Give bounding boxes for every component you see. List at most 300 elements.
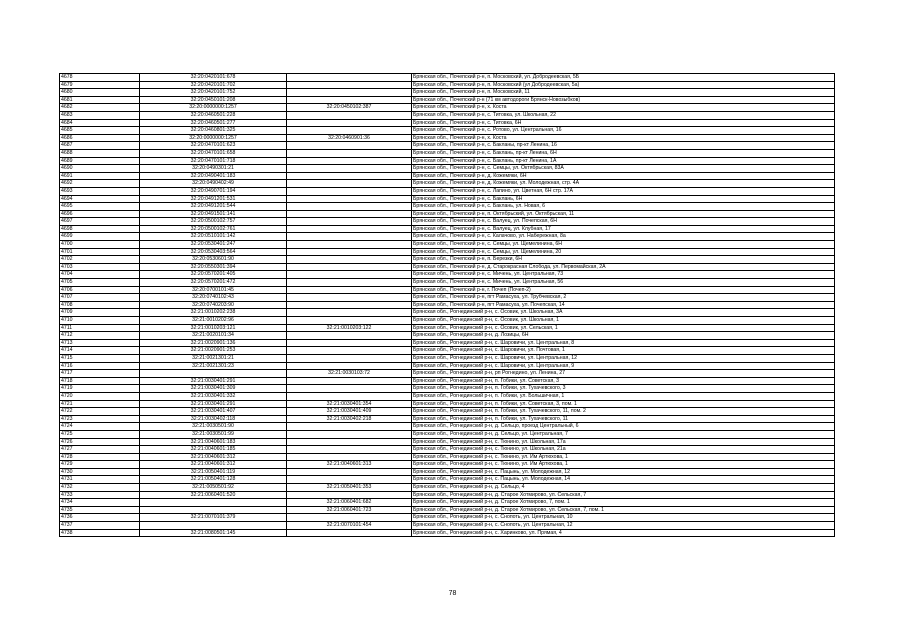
address-cell: Брянская обл., Почепский р-н, с. Ротово, ул. Центральная, 16 bbox=[412, 127, 835, 135]
linked-cadastral-number-cell bbox=[287, 377, 412, 385]
cadastral-number-cell bbox=[140, 370, 287, 378]
linked-cadastral-number-cell bbox=[287, 279, 412, 287]
table-row bbox=[60, 271, 835, 279]
cadastral-number-cell: 32:20:0510101:142 bbox=[140, 233, 287, 241]
address-cell: Брянская обл., Рогнединский р-н, с. Шаровичи, ул. Центральная, 12 bbox=[412, 354, 835, 362]
record-number-cell: 4728 bbox=[60, 453, 140, 461]
table-row bbox=[60, 134, 835, 142]
record-number-cell: 4680 bbox=[60, 89, 140, 97]
table-row bbox=[60, 286, 835, 294]
table-row bbox=[60, 256, 835, 264]
cadastral-number-cell: 32:20:0490301:21 bbox=[140, 165, 287, 173]
cadastral-number-cell: 32:20:0740203:90 bbox=[140, 301, 287, 309]
cadastral-number-cell: 32:21:0040601:185 bbox=[140, 446, 287, 454]
address-cell: Брянская обл., Рогнединский р-н, с. Осовик, ул. Сельская, 1 bbox=[412, 324, 835, 332]
table-row bbox=[60, 514, 835, 522]
record-number-cell: 4707 bbox=[60, 294, 140, 302]
cadastral-number-cell: 32:21:0021301:23 bbox=[140, 362, 287, 370]
cadastral-number-cell: 32:20:0491501:141 bbox=[140, 210, 287, 218]
cadastral-number-cell: 32:20:0460501:277 bbox=[140, 119, 287, 127]
record-number-cell: 4685 bbox=[60, 127, 140, 135]
address-cell: Брянская обл., Почепский р-н, п. Московский, 11 bbox=[412, 89, 835, 97]
record-number-cell: 4720 bbox=[60, 392, 140, 400]
table-row bbox=[60, 423, 835, 431]
cadastral-number-cell: 32:21:0030401:291 bbox=[140, 400, 287, 408]
cadastral-number-cell: 32:20:0491201:544 bbox=[140, 203, 287, 211]
record-number-cell: 4699 bbox=[60, 233, 140, 241]
address-cell: Брянская обл., Почепский р-н, с. Бакланы, пр-кт Ленина, 16 bbox=[412, 142, 835, 150]
address-cell: Брянская обл., Рогнединский р-н, рп Рогнедино, ул. Ленина, 27 bbox=[412, 370, 835, 378]
table-row bbox=[60, 294, 835, 302]
cadastral-number-cell: 32:21:0030401:332 bbox=[140, 392, 287, 400]
address-cell: Брянская обл., Рогнединский р-н, с. Снопоть, ул. Центральная, 12 bbox=[412, 522, 835, 530]
record-number-cell: 4714 bbox=[60, 347, 140, 355]
address-cell: Брянская обл., Рогнединский р-н, с. Тюнино, ул. Школьная, 21а bbox=[412, 446, 835, 454]
cadastral-number-cell: 32:20:0490401:183 bbox=[140, 172, 287, 180]
linked-cadastral-number-cell bbox=[287, 339, 412, 347]
linked-cadastral-number-cell: 32:21:0070101:454 bbox=[287, 522, 412, 530]
cadastral-number-cell: 32:20:0490701:194 bbox=[140, 187, 287, 195]
cadastral-number-cell: 32:21:0030401:407 bbox=[140, 408, 287, 416]
table-row bbox=[60, 309, 835, 317]
table-row bbox=[60, 225, 835, 233]
linked-cadastral-number-cell bbox=[287, 446, 412, 454]
record-number-cell: 4729 bbox=[60, 461, 140, 469]
cadastral-number-cell: 32:20:0420101:678 bbox=[140, 74, 287, 82]
cadastral-number-cell: 32:20:0530401:247 bbox=[140, 241, 287, 249]
page-number: 78 bbox=[448, 590, 457, 597]
cadastral-number-cell: 32:20:0000000:1257 bbox=[140, 134, 287, 142]
cadastral-number-cell: 32:21:0030402:118 bbox=[140, 415, 287, 423]
cadastral-number-cell: 32:20:0490402:49 bbox=[140, 180, 287, 188]
table-row bbox=[60, 529, 835, 537]
record-number-cell: 4731 bbox=[60, 476, 140, 484]
linked-cadastral-number-cell bbox=[287, 423, 412, 431]
cadastral-number-cell: 32:20:0460501:228 bbox=[140, 111, 287, 119]
record-number-cell: 4724 bbox=[60, 423, 140, 431]
cadastral-number-cell: 32:21:0030501:90 bbox=[140, 423, 287, 431]
table-row bbox=[60, 111, 835, 119]
record-number-cell: 4693 bbox=[60, 187, 140, 195]
record-number-cell: 4701 bbox=[60, 248, 140, 256]
record-number-cell: 4705 bbox=[60, 279, 140, 287]
record-number-cell: 4691 bbox=[60, 172, 140, 180]
address-cell: Брянская обл., Рогнединский р-н, п. Гобики, ул. Советская, 3 bbox=[412, 377, 835, 385]
address-cell: Брянская обл., Рогнединский р-н, с. Пацынь, ул. Молодежная, 14 bbox=[412, 476, 835, 484]
cadastral-number-cell: 32:21:0021301:21 bbox=[140, 354, 287, 362]
cadastral-number-cell: 32:20:0500102:761 bbox=[140, 225, 287, 233]
cadastral-number-cell: 32:21:0050501:92 bbox=[140, 484, 287, 492]
linked-cadastral-number-cell: 32:21:0040601:313 bbox=[287, 461, 412, 469]
table-row bbox=[60, 218, 835, 226]
linked-cadastral-number-cell: 32:21:0030103:72 bbox=[287, 370, 412, 378]
table-row bbox=[60, 476, 835, 484]
cadastral-number-cell: 32:21:0040601:183 bbox=[140, 438, 287, 446]
linked-cadastral-number-cell bbox=[287, 225, 412, 233]
linked-cadastral-number-cell bbox=[287, 127, 412, 135]
cadastral-number-cell: 32:20:0420101:752 bbox=[140, 89, 287, 97]
address-cell: Брянская обл., Почепский р-н, с. Семцы, ул. Щемелинина, 20 bbox=[412, 248, 835, 256]
address-cell: Брянская обл., Рогнединский р-н, д. Старое Хотмирово, ул. Сельская, 7 bbox=[412, 491, 835, 499]
address-cell: Брянская обл., Рогнединский р-н, с. Харинково, ул. Прямая, 4 bbox=[412, 529, 835, 537]
record-number-cell: 4686 bbox=[60, 134, 140, 142]
table-row bbox=[60, 332, 835, 340]
cadastral-number-cell: 32:21:0030501:99 bbox=[140, 430, 287, 438]
record-number-cell: 4698 bbox=[60, 225, 140, 233]
cadastral-number-cell: 32:21:0020901:136 bbox=[140, 339, 287, 347]
table-row bbox=[60, 430, 835, 438]
table-row bbox=[60, 491, 835, 499]
record-number-cell: 4723 bbox=[60, 415, 140, 423]
table-row bbox=[60, 119, 835, 127]
table-row bbox=[60, 324, 835, 332]
address-cell: Брянская обл., Почепский р-н, с. Баклань, пр-кт Ленина, 6Н bbox=[412, 149, 835, 157]
table-row bbox=[60, 522, 835, 530]
record-number-cell: 4737 bbox=[60, 522, 140, 530]
linked-cadastral-number-cell bbox=[287, 392, 412, 400]
table-row bbox=[60, 484, 835, 492]
address-cell: Брянская обл., Рогнединский р-н, п. Гобики, ул. Советская, 3, пом. 1 bbox=[412, 400, 835, 408]
linked-cadastral-number-cell bbox=[287, 203, 412, 211]
cadastral-number-cell: 32:20:0460801:325 bbox=[140, 127, 287, 135]
table-row bbox=[60, 195, 835, 203]
record-number-cell: 4704 bbox=[60, 271, 140, 279]
linked-cadastral-number-cell bbox=[287, 165, 412, 173]
table-row bbox=[60, 408, 835, 416]
linked-cadastral-number-cell bbox=[287, 180, 412, 188]
cadastral-number-cell: 32:21:0040601:312 bbox=[140, 461, 287, 469]
linked-cadastral-number-cell bbox=[287, 149, 412, 157]
table-row bbox=[60, 187, 835, 195]
record-number-cell: 4719 bbox=[60, 385, 140, 393]
cadastral-number-cell: 32:20:0570201:405 bbox=[140, 271, 287, 279]
cadastral-number-cell bbox=[140, 522, 287, 530]
table-row bbox=[60, 362, 835, 370]
address-cell: Брянская обл., Рогнединский р-н, с. Тюнино, ул. Им Артюхова, 1 bbox=[412, 461, 835, 469]
table-row bbox=[60, 142, 835, 150]
table-row bbox=[60, 203, 835, 211]
cadastral-number-cell: 32:20:0740102:43 bbox=[140, 294, 287, 302]
table-row bbox=[60, 392, 835, 400]
linked-cadastral-number-cell bbox=[287, 385, 412, 393]
address-cell: Брянская обл., Рогнединский р-н, с. Шаровичи, ул. Центральная, 8 bbox=[412, 339, 835, 347]
record-number-cell: 4715 bbox=[60, 354, 140, 362]
address-cell: Брянская обл., Почепский р-н, с. Мичень, ул. Центральная, 73 bbox=[412, 271, 835, 279]
table-row bbox=[60, 400, 835, 408]
cadastral-number-cell: 32:21:0080501:145 bbox=[140, 529, 287, 537]
cadastral-number-cell: 32:20:0470101:623 bbox=[140, 142, 287, 150]
address-cell: Брянская обл., Почепский р-н, с. Баклань, 6Н bbox=[412, 195, 835, 203]
record-number-cell: 4726 bbox=[60, 438, 140, 446]
table-row bbox=[60, 96, 835, 104]
record-number-cell: 4710 bbox=[60, 317, 140, 325]
linked-cadastral-number-cell bbox=[287, 96, 412, 104]
cadastral-number-cell: 32:20:0500102:757 bbox=[140, 218, 287, 226]
record-number-cell: 4722 bbox=[60, 408, 140, 416]
address-cell: Брянская обл., Почепский р-н, с. Баклань, ул. Новая, 6 bbox=[412, 203, 835, 211]
linked-cadastral-number-cell bbox=[287, 218, 412, 226]
cadastral-number-cell: 32:21:0020901:253 bbox=[140, 347, 287, 355]
table-row bbox=[60, 74, 835, 82]
address-cell: Брянская обл., Почепский р-н, д. Кожемяки, ул. Молодежная, стр. 4А bbox=[412, 180, 835, 188]
linked-cadastral-number-cell bbox=[287, 157, 412, 165]
record-number-cell: 4694 bbox=[60, 195, 140, 203]
record-number-cell: 4716 bbox=[60, 362, 140, 370]
linked-cadastral-number-cell bbox=[287, 263, 412, 271]
table-row bbox=[60, 127, 835, 135]
record-number-cell: 4678 bbox=[60, 74, 140, 82]
register-table bbox=[59, 73, 835, 537]
address-cell: Брянская обл., Почепский р-н, с. Баклань, пр-кт Ленина, 1А bbox=[412, 157, 835, 165]
record-number-cell: 4708 bbox=[60, 301, 140, 309]
linked-cadastral-number-cell bbox=[287, 210, 412, 218]
register-table-body bbox=[60, 74, 835, 537]
address-cell: Брянская обл., Рогнединский р-н, с. Шаровичи, ул. Центральная, 9 bbox=[412, 362, 835, 370]
address-cell: Брянская обл., Почепский р-н, с. Калачово, ул. Набережная, 8а bbox=[412, 233, 835, 241]
table-row bbox=[60, 263, 835, 271]
address-cell: Брянская обл., Почепский р-н, х. Коста bbox=[412, 104, 835, 112]
table-row bbox=[60, 453, 835, 461]
cadastral-number-cell: 32:20:0470101:658 bbox=[140, 149, 287, 157]
address-cell: Брянская обл., Почепский р-н, г. Почеп (Почеп-2) bbox=[412, 286, 835, 294]
address-cell: Брянская обл., Рогнединский р-н, с. Осовик, ул. Школьная, 1 bbox=[412, 317, 835, 325]
linked-cadastral-number-cell bbox=[287, 256, 412, 264]
cadastral-number-cell: 32:21:0010203:121 bbox=[140, 324, 287, 332]
linked-cadastral-number-cell: 32:21:0030401:354 bbox=[287, 400, 412, 408]
linked-cadastral-number-cell: 32:21:0060401:723 bbox=[287, 506, 412, 514]
record-number-cell: 4702 bbox=[60, 256, 140, 264]
record-number-cell: 4687 bbox=[60, 142, 140, 150]
record-number-cell: 4713 bbox=[60, 339, 140, 347]
table-row bbox=[60, 279, 835, 287]
linked-cadastral-number-cell bbox=[287, 74, 412, 82]
linked-cadastral-number-cell bbox=[287, 438, 412, 446]
linked-cadastral-number-cell bbox=[287, 89, 412, 97]
address-cell: Брянская обл., Рогнединский р-н, с. Пацынь, ул. Молодежная, 12 bbox=[412, 468, 835, 476]
table-row bbox=[60, 180, 835, 188]
linked-cadastral-number-cell bbox=[287, 309, 412, 317]
record-number-cell: 4695 bbox=[60, 203, 140, 211]
address-cell: Брянская обл., Почепский р-н, с. Валуец, ул. Почепская, 6Н bbox=[412, 218, 835, 226]
cadastral-number-cell: 32:21:0020101:34 bbox=[140, 332, 287, 340]
record-number-cell: 4732 bbox=[60, 484, 140, 492]
record-number-cell: 4683 bbox=[60, 111, 140, 119]
table-row bbox=[60, 157, 835, 165]
linked-cadastral-number-cell bbox=[287, 119, 412, 127]
cadastral-number-cell: 32:20:0420101:702 bbox=[140, 81, 287, 89]
cadastral-number-cell: 32:21:0060401:520 bbox=[140, 491, 287, 499]
cadastral-number-cell: 32:21:0050401:119 bbox=[140, 468, 287, 476]
linked-cadastral-number-cell bbox=[287, 187, 412, 195]
table-row bbox=[60, 370, 835, 378]
linked-cadastral-number-cell bbox=[287, 347, 412, 355]
linked-cadastral-number-cell bbox=[287, 81, 412, 89]
address-cell: Брянская обл., Рогнединский р-н, п. Гобики, ул. Тухачевского, 11 bbox=[412, 415, 835, 423]
linked-cadastral-number-cell bbox=[287, 294, 412, 302]
table-row bbox=[60, 339, 835, 347]
table-row bbox=[60, 354, 835, 362]
linked-cadastral-number-cell bbox=[287, 233, 412, 241]
cadastral-number-cell: 32:20:0470101:718 bbox=[140, 157, 287, 165]
table-row bbox=[60, 241, 835, 249]
linked-cadastral-number-cell bbox=[287, 491, 412, 499]
address-cell: Брянская обл., Рогнединский р-н, с. Тюнино, ул. Им Артюхова, 1 bbox=[412, 453, 835, 461]
record-number-cell: 4709 bbox=[60, 309, 140, 317]
record-number-cell: 4733 bbox=[60, 491, 140, 499]
table-row bbox=[60, 468, 835, 476]
address-cell: Брянская обл., Почепский р-н, с. Валуец, ул. Клубная, 17 bbox=[412, 225, 835, 233]
linked-cadastral-number-cell: 32:21:0060401:682 bbox=[287, 499, 412, 507]
cadastral-number-cell: 32:21:0010202:96 bbox=[140, 317, 287, 325]
table-row bbox=[60, 149, 835, 157]
table-row bbox=[60, 506, 835, 514]
table-row bbox=[60, 81, 835, 89]
record-number-cell: 4692 bbox=[60, 180, 140, 188]
table-row bbox=[60, 347, 835, 355]
address-cell: Брянская обл., Почепский р-н, пгт Рамасуха, ул. Трубчевская, 2 bbox=[412, 294, 835, 302]
record-number-cell: 4690 bbox=[60, 165, 140, 173]
table-row bbox=[60, 165, 835, 173]
address-cell: Брянская обл., Почепский р-н, с. Мичень, ул. Центральная, 56 bbox=[412, 279, 835, 287]
table-row bbox=[60, 104, 835, 112]
linked-cadastral-number-cell: 32:20:0460901:36 bbox=[287, 134, 412, 142]
linked-cadastral-number-cell bbox=[287, 354, 412, 362]
cadastral-number-cell: 32:20:0550301:394 bbox=[140, 263, 287, 271]
record-number-cell: 4736 bbox=[60, 514, 140, 522]
address-cell: Брянская обл., Почепский р-н, п. Березки, 6Н bbox=[412, 256, 835, 264]
address-cell: Брянская обл., Почепский р-н, с. Титовка, 6Н bbox=[412, 119, 835, 127]
cadastral-number-cell: 32:20:0530601:90 bbox=[140, 256, 287, 264]
linked-cadastral-number-cell bbox=[287, 195, 412, 203]
record-number-cell: 4682 bbox=[60, 104, 140, 112]
cadastral-number-cell: 32:21:0070101:379 bbox=[140, 514, 287, 522]
record-number-cell: 4679 bbox=[60, 81, 140, 89]
record-number-cell: 4697 bbox=[60, 218, 140, 226]
linked-cadastral-number-cell bbox=[287, 286, 412, 294]
address-cell: Брянская обл., Почепский р-н (71 км автодороги Брянск-Новозыбков) bbox=[412, 96, 835, 104]
linked-cadastral-number-cell: 32:21:0010203:122 bbox=[287, 324, 412, 332]
address-cell: Брянская обл., Рогнединский р-н, с. Шаровичи, ул. Почтовая, 1 bbox=[412, 347, 835, 355]
cadastral-number-cell: 32:20:0570201:472 bbox=[140, 279, 287, 287]
record-number-cell: 4689 bbox=[60, 157, 140, 165]
record-number-cell: 4721 bbox=[60, 400, 140, 408]
table-row bbox=[60, 499, 835, 507]
address-cell: Брянская обл., Почепский р-н, п. Московский (ул Добродеевская, 5а) bbox=[412, 81, 835, 89]
address-cell: Брянская обл., Почепский р-н, х. Коста bbox=[412, 134, 835, 142]
cadastral-number-cell: 32:20:0450101:208 bbox=[140, 96, 287, 104]
record-number-cell: 4700 bbox=[60, 241, 140, 249]
linked-cadastral-number-cell bbox=[287, 241, 412, 249]
record-number-cell: 4712 bbox=[60, 332, 140, 340]
table-row bbox=[60, 317, 835, 325]
table-row bbox=[60, 415, 835, 423]
address-cell: Брянская обл., Почепский р-н, пгт Рамасуха, ул. Почепская, 14 bbox=[412, 301, 835, 309]
cadastral-number-cell: 32:21:0030401:291 bbox=[140, 377, 287, 385]
address-cell: Брянская обл., Почепский р-н, д. Кожемяки, 6Н bbox=[412, 172, 835, 180]
record-number-cell: 4696 bbox=[60, 210, 140, 218]
address-cell: Брянская обл., Рогнединский р-н, п. Гобики, ул. Большичная, 1 bbox=[412, 392, 835, 400]
cadastral-number-cell: 32:20:0700101:45 bbox=[140, 286, 287, 294]
address-cell: Брянская обл., Рогнединский р-н, д. Старое Хотмирово, 7, пом. 1 bbox=[412, 499, 835, 507]
table-row bbox=[60, 89, 835, 97]
cadastral-number-cell bbox=[140, 506, 287, 514]
linked-cadastral-number-cell bbox=[287, 271, 412, 279]
cadastral-number-cell: 32:21:0030401:309 bbox=[140, 385, 287, 393]
linked-cadastral-number-cell: 32:20:0450102:387 bbox=[287, 104, 412, 112]
table-row bbox=[60, 210, 835, 218]
linked-cadastral-number-cell bbox=[287, 332, 412, 340]
address-cell: Брянская обл., Рогнединский р-н, п. Гобики, ул. Тухачевского, 3 bbox=[412, 385, 835, 393]
linked-cadastral-number-cell bbox=[287, 476, 412, 484]
cadastral-number-cell: 32:21:0010202:238 bbox=[140, 309, 287, 317]
record-number-cell: 4717 bbox=[60, 370, 140, 378]
address-cell: Брянская обл., Рогнединский р-н, с. Осовик, ул. Школьная, 3А bbox=[412, 309, 835, 317]
record-number-cell: 4703 bbox=[60, 263, 140, 271]
linked-cadastral-number-cell bbox=[287, 430, 412, 438]
address-cell: Брянская обл., Почепский р-н, п. Октябрьский, ул. Октябрьская, 11 bbox=[412, 210, 835, 218]
cadastral-number-cell bbox=[140, 499, 287, 507]
address-cell: Брянская обл., Почепский р-н, п. Московский, ул. Добродеевская, 5Б bbox=[412, 74, 835, 82]
linked-cadastral-number-cell bbox=[287, 468, 412, 476]
cadastral-number-cell: 32:21:0040601:312 bbox=[140, 453, 287, 461]
address-cell: Брянская обл., Рогнединский р-н, д. Сельцо, проезд Центральный, 6 bbox=[412, 423, 835, 431]
address-cell: Брянская обл., Рогнединский р-н, д. Сельцо, 4 bbox=[412, 484, 835, 492]
address-cell: Брянская обл., Почепский р-н, с. Семцы, ул. Октябрьская, 83А bbox=[412, 165, 835, 173]
address-cell: Брянская обл., Почепский р-н, д. Старокрасная Слобода, ул. Первомайская, 2А bbox=[412, 263, 835, 271]
record-number-cell: 4688 bbox=[60, 149, 140, 157]
cadastral-number-cell: 32:20:0530403:564 bbox=[140, 248, 287, 256]
address-cell: Брянская обл., Рогнединский р-н, д. Лозицы, 6Н bbox=[412, 332, 835, 340]
linked-cadastral-number-cell bbox=[287, 453, 412, 461]
linked-cadastral-number-cell bbox=[287, 248, 412, 256]
linked-cadastral-number-cell: 32:21:0030402:218 bbox=[287, 415, 412, 423]
cadastral-number-cell: 32:20:0491201:531 bbox=[140, 195, 287, 203]
record-number-cell: 4706 bbox=[60, 286, 140, 294]
table-row bbox=[60, 233, 835, 241]
address-cell: Брянская обл., Почепский р-н, с. Лапино, ул. Цветная, 6Н стр. 17А bbox=[412, 187, 835, 195]
cadastral-number-cell: 32:21:0050401:128 bbox=[140, 476, 287, 484]
linked-cadastral-number-cell bbox=[287, 111, 412, 119]
linked-cadastral-number-cell bbox=[287, 362, 412, 370]
record-number-cell: 4738 bbox=[60, 529, 140, 537]
record-number-cell: 4730 bbox=[60, 468, 140, 476]
table-row bbox=[60, 248, 835, 256]
address-cell: Брянская обл., Почепский р-н, с. Титовка, ул. Школьная, 22 bbox=[412, 111, 835, 119]
linked-cadastral-number-cell bbox=[287, 172, 412, 180]
linked-cadastral-number-cell bbox=[287, 142, 412, 150]
table-row bbox=[60, 301, 835, 309]
record-number-cell: 4727 bbox=[60, 446, 140, 454]
address-cell: Брянская обл., Рогнединский р-н, с. Снопоть, ул. Центральная, 10 bbox=[412, 514, 835, 522]
record-number-cell: 4734 bbox=[60, 499, 140, 507]
table-row bbox=[60, 377, 835, 385]
table-row bbox=[60, 461, 835, 469]
record-number-cell: 4725 bbox=[60, 430, 140, 438]
table-row bbox=[60, 172, 835, 180]
table-row bbox=[60, 385, 835, 393]
linked-cadastral-number-cell bbox=[287, 317, 412, 325]
address-cell: Брянская обл., Рогнединский р-н, д. Старое Хотмирово, ул. Сельская, 7, пом. 1 bbox=[412, 506, 835, 514]
address-cell: Брянская обл., Рогнединский р-н, д. Сельцо, ул. Центральная, 7 bbox=[412, 430, 835, 438]
linked-cadastral-number-cell: 32:21:0050401:353 bbox=[287, 484, 412, 492]
table-row bbox=[60, 438, 835, 446]
record-number-cell: 4684 bbox=[60, 119, 140, 127]
table-row bbox=[60, 446, 835, 454]
record-number-cell: 4735 bbox=[60, 506, 140, 514]
linked-cadastral-number-cell bbox=[287, 529, 412, 537]
linked-cadastral-number-cell bbox=[287, 514, 412, 522]
record-number-cell: 4711 bbox=[60, 324, 140, 332]
